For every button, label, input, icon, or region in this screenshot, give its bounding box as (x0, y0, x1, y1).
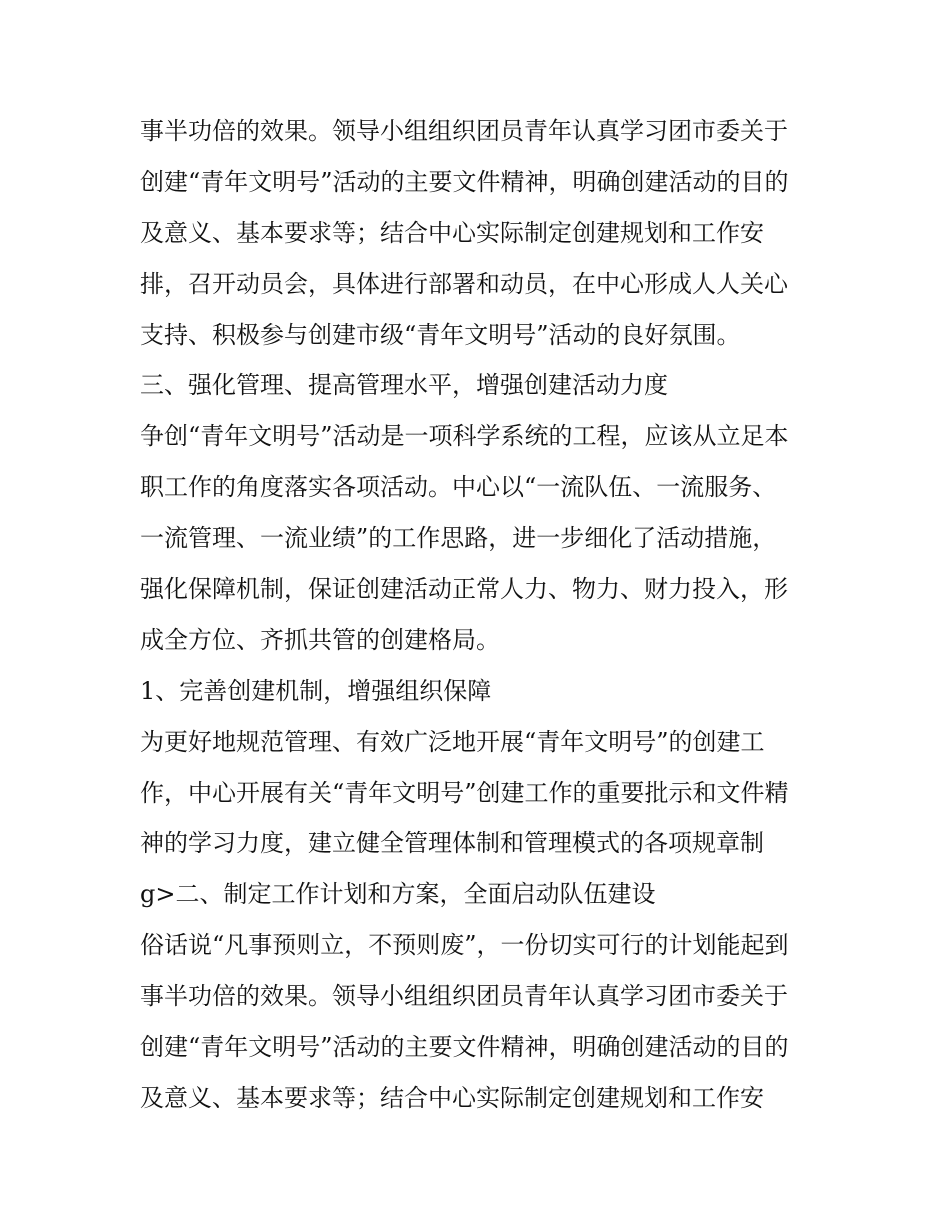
section-heading: 三、强化管理、提高管理水平，增强创建活动力度 (140, 371, 668, 400)
text-line: 强化保障机制，保证创建活动正常人力、物力、财力投入，形 (140, 575, 788, 604)
text-line: 为更好地规范管理、有效广泛地开展“青年文明号”的创建工 (140, 727, 765, 756)
text-line: 支持、积极参与创建市级“青年文明号”活动的良好氛围。 (140, 320, 741, 349)
text-line: 争创“青年文明号”活动是一项科学系统的工程，应该从立足本 (140, 422, 789, 451)
text-line: 创建“青年文明号”活动的主要文件精神，明确创建活动的目的 (140, 1033, 789, 1062)
text-line: 及意义、基本要求等；结合中心实际制定创建规划和工作安 (140, 1083, 764, 1112)
text-line: 一流管理、一流业绩”的工作思路，进一步细化了活动措施， (140, 524, 777, 553)
section-heading: g>二、制定工作计划和方案，全面启动队伍建设 (140, 880, 656, 909)
text-line: 职工作的角度落实各项活动。中心以“一流队伍、一流服务、 (140, 473, 777, 502)
subsection-heading: 1、完善创建机制，增强组织保障 (140, 676, 492, 705)
text-line: 排，召开动员会，具体进行部署和动员，在中心形成人人关心 (140, 269, 788, 298)
text-line: 俗话说“凡事预则立，不预则废”，一份切实可行的计划能起到 (140, 931, 789, 960)
text-line: 神的学习力度，建立健全管理体制和管理模式的各项规章制 (140, 829, 764, 858)
text-line: 事半功倍的效果。领导小组组织团员青年认真学习团市委关于 (140, 982, 788, 1011)
document-body (140, 106, 830, 1124)
text-line: 及意义、基本要求等；结合中心实际制定创建规划和工作安 (140, 218, 764, 247)
text-line: 事半功倍的效果。领导小组组织团员青年认真学习团市委关于 (140, 117, 788, 145)
text-line: 创建“青年文明号”活动的主要文件精神，明确创建活动的目的 (140, 167, 789, 196)
text-line: 作，中心开展有关“青年文明号”创建工作的重要批示和文件精 (140, 778, 789, 807)
text-line: 成全方位、齐抓共管的创建格局。 (140, 625, 500, 654)
